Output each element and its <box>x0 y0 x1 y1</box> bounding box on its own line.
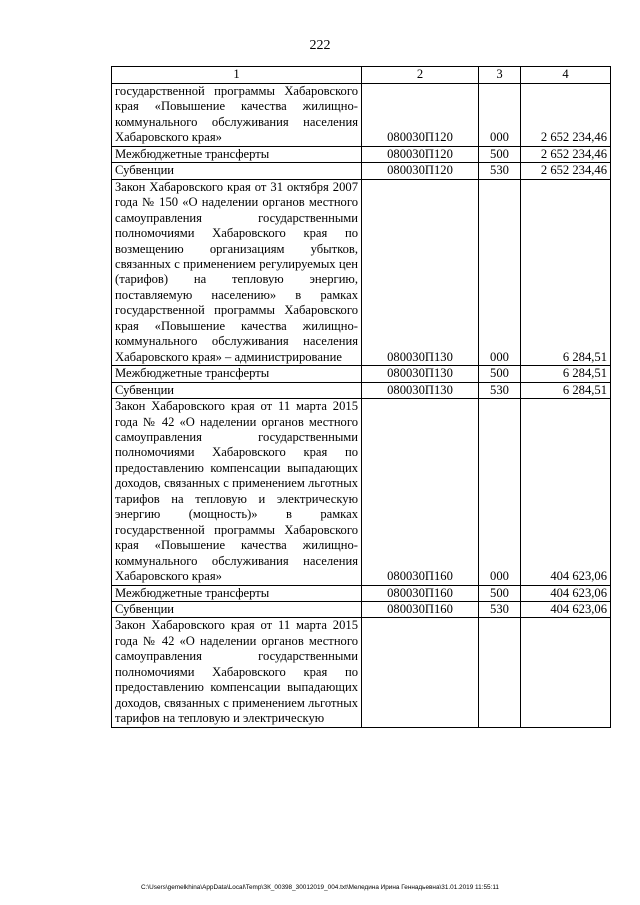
row-code: 080030П120 <box>362 163 479 179</box>
row-expense-type: 500 <box>479 146 521 162</box>
row-code: 080030П160 <box>362 399 479 585</box>
row-expense-type: 000 <box>479 84 521 147</box>
budget-table <box>111 66 611 728</box>
table-row <box>112 179 611 365</box>
row-amount: 6 284,51 <box>521 382 611 398</box>
row-code: 080030П130 <box>362 179 479 365</box>
row-name: Межбюджетные трансферты <box>112 585 362 601</box>
table-row <box>112 163 611 179</box>
header-col-4: 4 <box>521 67 611 84</box>
row-code: 080030П160 <box>362 585 479 601</box>
table-header-row <box>112 67 611 84</box>
row-expense-type: 530 <box>479 601 521 617</box>
row-name: Закон Хабаровского края от 11 марта 2015 года № 42 «О наделении органов местного самоуправления государственными полномочиями Хабаровского края по предоставлению компенсации выпадающих доходов, связанных с применением льготных тарифов на тепловую и электрическую энергию (мощность)» в рамках государственной программы Хабаровского края «Повышение качества жилищно-коммунального обслуживания населения Хабаровского края» <box>112 399 362 585</box>
row-expense-type <box>479 618 521 727</box>
row-name: Межбюджетные трансферты <box>112 366 362 382</box>
row-name: Закон Хабаровского края от 11 марта 2015 года № 42 «О наделении органов местного самоуправления государственными полномочиями Хабаровского края по предоставлению компенсации выпадающих доходов, связанных с применением льготных тарифов на тепловую и электрическую <box>112 618 362 727</box>
table-row <box>112 366 611 382</box>
row-name: Межбюджетные трансферты <box>112 146 362 162</box>
row-name: Закон Хабаровского края от 31 октября 2007 года № 150 «О наделении органов местного самоуправления государственными полномочиями Хабаровского края по возмещению организациям убытков, связанных с применением регулируемых цен (тарифов) на тепловую энергию, поставляемую населению» в рамках государственной программы Хабаровского края «Повышение качества жилищно-коммунального обслуживания населения Хабаровского края» – администрирование <box>112 179 362 365</box>
table-row <box>112 585 611 601</box>
table-row <box>112 146 611 162</box>
row-code: 080030П130 <box>362 366 479 382</box>
header-col-1: 1 <box>112 67 362 84</box>
row-name: Субвенции <box>112 601 362 617</box>
row-expense-type: 500 <box>479 366 521 382</box>
row-amount: 404 623,06 <box>521 399 611 585</box>
row-amount: 404 623,06 <box>521 585 611 601</box>
table-row <box>112 618 611 727</box>
page-number: 222 <box>309 38 331 53</box>
table-row <box>112 399 611 585</box>
row-code: 080030П120 <box>362 146 479 162</box>
header-col-3: 3 <box>479 67 521 84</box>
row-expense-type: 530 <box>479 163 521 179</box>
row-expense-type: 000 <box>479 179 521 365</box>
row-code: 080030П120 <box>362 84 479 147</box>
row-code <box>362 618 479 727</box>
row-expense-type: 530 <box>479 382 521 398</box>
row-amount: 6 284,51 <box>521 179 611 365</box>
row-amount <box>521 618 611 727</box>
row-amount: 2 652 234,46 <box>521 163 611 179</box>
row-code: 080030П160 <box>362 601 479 617</box>
header-col-2: 2 <box>362 67 479 84</box>
row-name: государственной программы Хабаровского края «Повышение качества жилищно-коммунального обслуживания населения Хабаровского края» <box>112 84 362 147</box>
table-row <box>112 601 611 617</box>
row-expense-type: 500 <box>479 585 521 601</box>
row-expense-type: 000 <box>479 399 521 585</box>
row-amount: 2 652 234,46 <box>521 84 611 147</box>
row-code: 080030П130 <box>362 382 479 398</box>
row-amount: 2 652 234,46 <box>521 146 611 162</box>
row-name: Субвенции <box>112 382 362 398</box>
row-amount: 6 284,51 <box>521 366 611 382</box>
row-name: Субвенции <box>112 163 362 179</box>
table-row <box>112 84 611 147</box>
row-amount: 404 623,06 <box>521 601 611 617</box>
table-row <box>112 382 611 398</box>
file-path-footer: C:\Users\gemelkhina\AppData\Local\Temp\ЗК_00398_30012019_004.txt\Меледина Ирина Геннадьевна\31.01.2019 11:55:11 <box>141 884 499 891</box>
